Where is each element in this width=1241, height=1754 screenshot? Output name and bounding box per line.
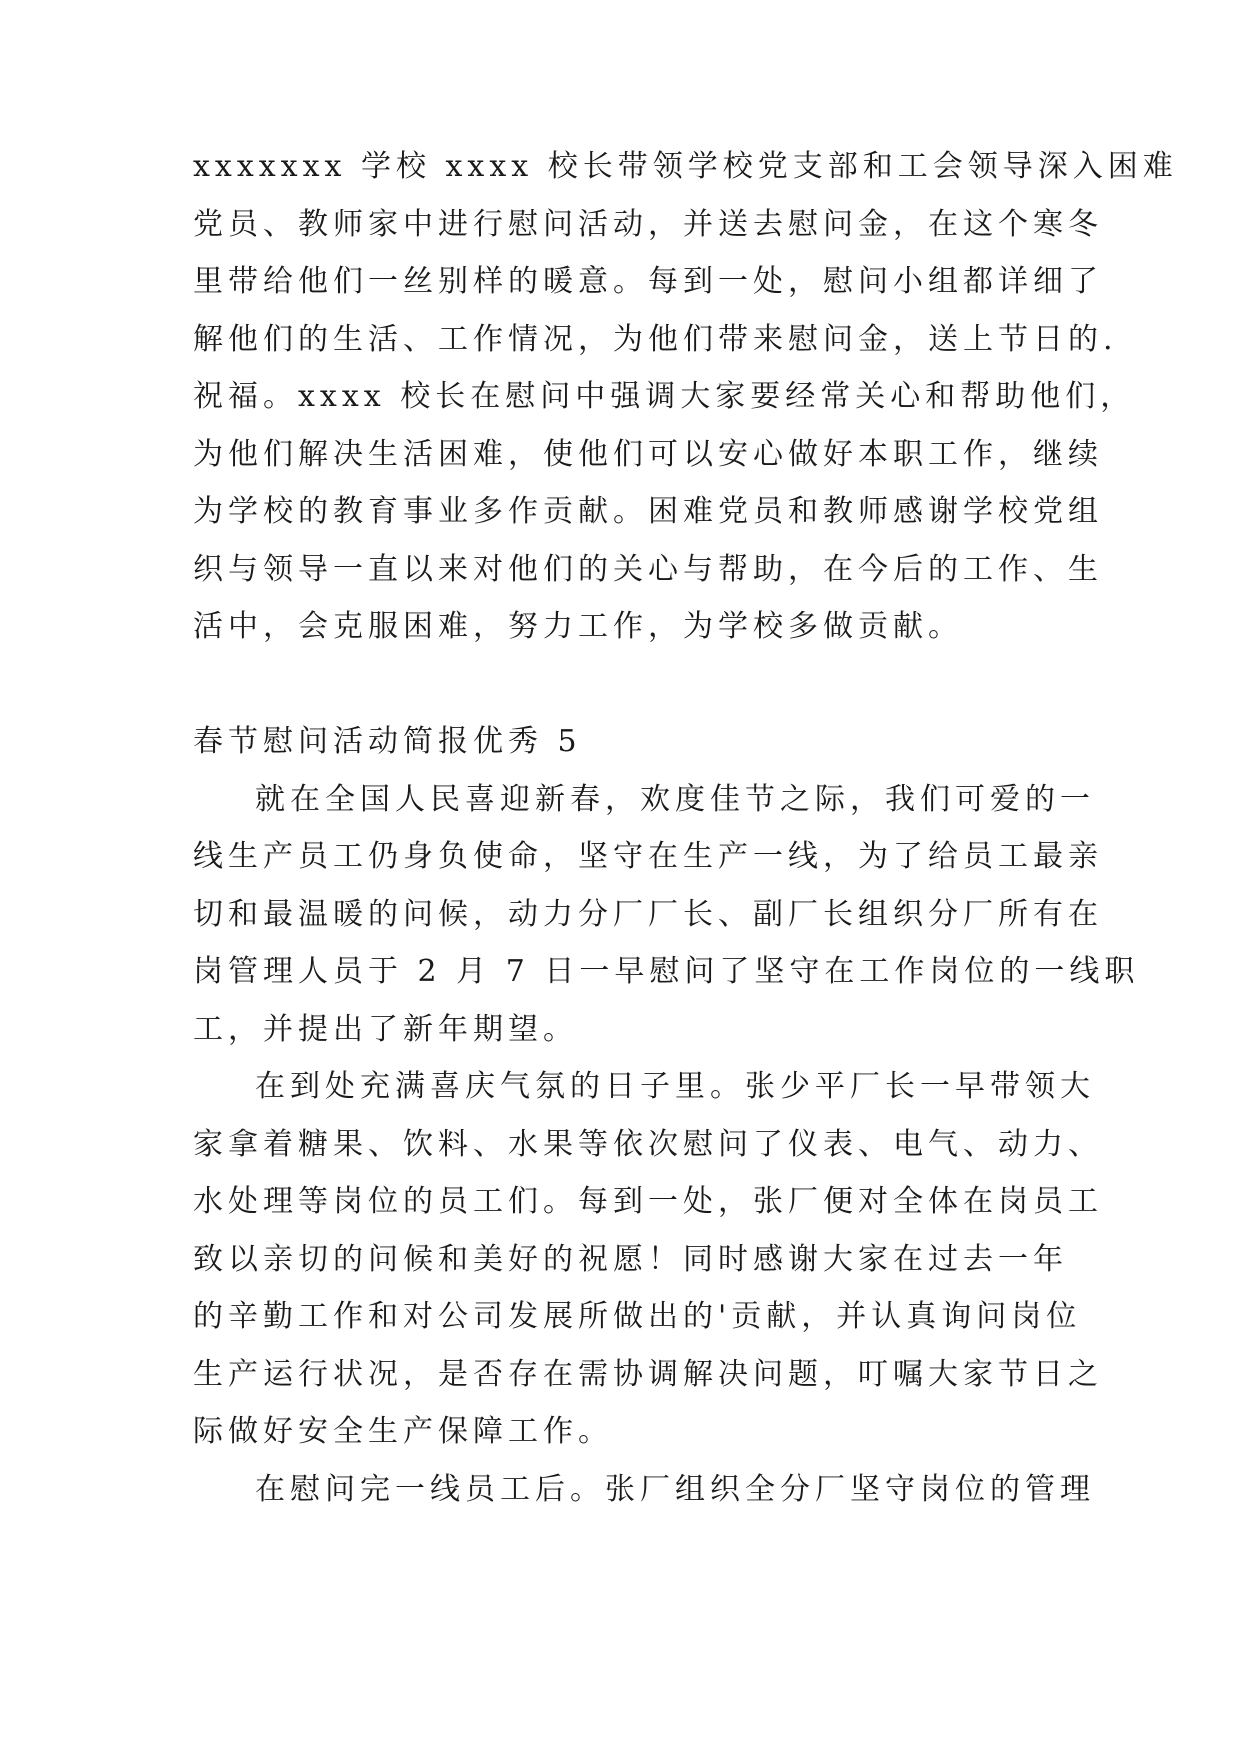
paragraph-1-line-6: 为他们解决生活困难，使他们可以安心做好本职工作，继续	[193, 437, 1103, 472]
paragraph-2-line-3: 切和最温暖的问候，动力分厂厂长、副厂长组织分厂所有在	[193, 897, 1103, 932]
paragraph-2-line-1: 就在全国人民喜迎新春，欢度佳节之际，我们可爱的一	[255, 782, 1095, 817]
paragraph-1-line-4: 解他们的生活、工作情况，为他们带来慰问金，送上节日的.	[193, 322, 1118, 357]
section-heading: 春节慰问活动简报优秀 5	[193, 724, 582, 759]
paragraph-2-line-5: 工，并提出了新年期望。	[193, 1012, 578, 1047]
paragraph-4-line-1: 在慰问完一线员工后。张厂组织全分厂坚守岗位的管理	[255, 1472, 1095, 1507]
paragraph-1-line-1: xxxxxxx 学校 xxxx 校长带领学校党支部和工会领导深入困难	[193, 149, 1178, 184]
paragraph-3-line-4: 致以亲切的问候和美好的祝愿！同时感谢大家在过去一年	[193, 1242, 1068, 1277]
paragraph-3-line-7: 际做好安全生产保障工作。	[193, 1414, 613, 1449]
paragraph-1-line-2: 党员、教师家中进行慰问活动，并送去慰问金，在这个寒冬	[193, 207, 1103, 242]
paragraph-3-line-2: 家拿着糖果、饮料、水果等依次慰问了仪表、电气、动力、	[193, 1127, 1103, 1162]
paragraph-1-line-9: 活中，会克服困难，努力工作，为学校多做贡献。	[193, 609, 963, 644]
paragraph-3-line-3: 水处理等岗位的员工们。每到一处，张厂便对全体在岗员工	[193, 1184, 1103, 1219]
paragraph-1-line-7: 为学校的教育事业多作贡献。困难党员和教师感谢学校党组	[193, 494, 1103, 529]
paragraph-2-line-2: 线生产员工仍身负使命，坚守在生产一线，为了给员工最亲	[193, 839, 1103, 874]
paragraph-1-line-5: 祝福。xxxx 校长在慰问中强调大家要经常关心和帮助他们，	[193, 379, 1136, 414]
paragraph-3-line-5: 的辛勤工作和对公司发展所做出的'贡献，并认真询问岗位	[193, 1299, 1082, 1334]
paragraph-1-line-8: 织与领导一直以来对他们的关心与帮助，在今后的工作、生	[193, 552, 1103, 587]
paragraph-3-line-1: 在到处充满喜庆气氛的日子里。张少平厂长一早带领大	[255, 1069, 1095, 1104]
paragraph-2-line-4: 岗管理人员于 2 月 7 日一早慰问了坚守在工作岗位的一线职	[193, 954, 1140, 989]
paragraph-1-line-3: 里带给他们一丝别样的暖意。每到一处，慰问小组都详细了	[193, 264, 1103, 299]
paragraph-3-line-6: 生产运行状况，是否存在需协调解决问题，叮嘱大家节日之	[193, 1357, 1103, 1392]
